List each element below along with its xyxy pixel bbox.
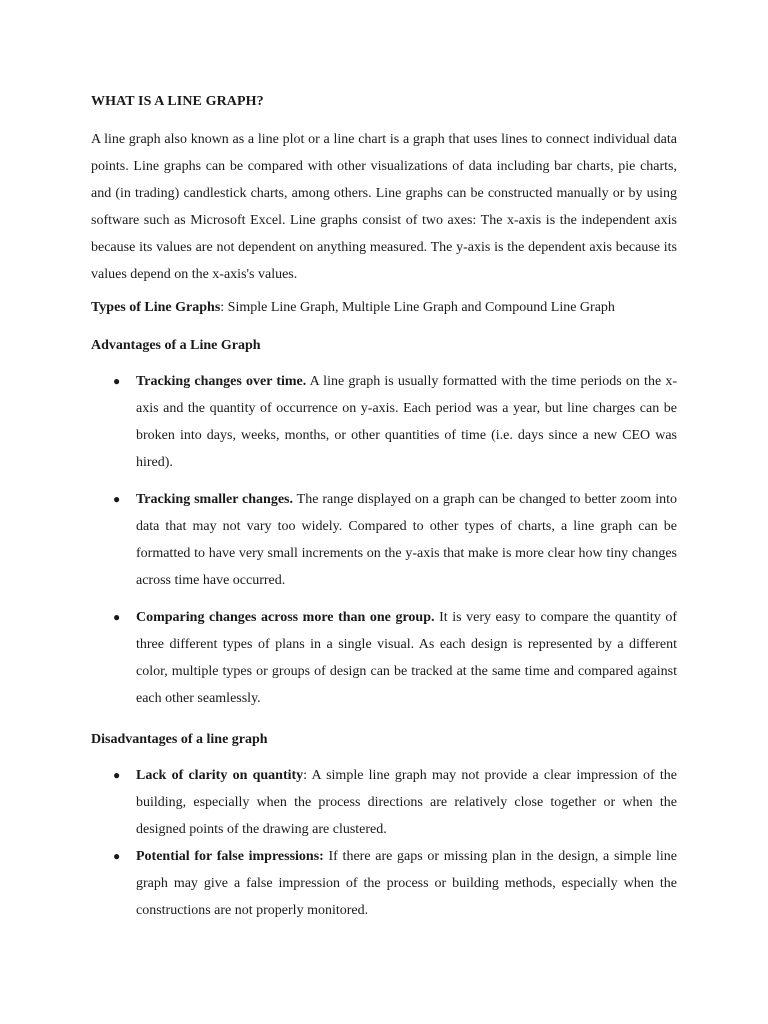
advantages-heading: Advantages of a Line Graph bbox=[91, 338, 261, 353]
list-item bbox=[91, 762, 677, 843]
advantage-text: It is very easy to compare the quantity of three different types of plans in a single visual. As each design is represented by a different color, multiple types or groups of design can be tracked at the same time and compared against each other seamlessly. bbox=[136, 610, 678, 706]
types-label: Types of Line Graphs bbox=[91, 300, 221, 315]
advantages-list bbox=[91, 368, 677, 712]
advantage-lead: Comparing changes across more than one group. bbox=[136, 610, 435, 625]
intro-paragraph: A line graph also known as a line plot or a line chart is a graph that uses lines to connect individual data points. Line graphs can be compared with other visualizations of data including bar charts, pie charts, and (in trading) candlestick charts, among others. Line graphs can be constructed manually or by using software such as Microsoft Excel. Line graphs consist of two axes: The x-axis is the independent axis because its values are not dependent on anything measured. The y-axis is the dependent axis because its values depend on the x-axis's values. bbox=[91, 132, 677, 282]
disadvantage-text: If there are gaps or missing plan in the design, a simple line graph may give a false impression of the process or building methods, especially when the constructions are not properly monitored. bbox=[136, 849, 677, 918]
bullet-icon: ● bbox=[113, 849, 121, 863]
disadvantage-lead: Potential for false impressions: bbox=[136, 849, 324, 864]
disadvantages-heading: Disadvantages of a line graph bbox=[91, 732, 268, 747]
disadvantages-list bbox=[91, 762, 677, 924]
advantage-text: The range displayed on a graph can be changed to better zoom into data that may not vary too widely. Compared to other types of charts, a line graph can be formatted to have very small increments on the y-axis that make is more clear how tiny changes across time have occurred. bbox=[136, 492, 678, 588]
advantage-lead: Tracking smaller changes. bbox=[136, 492, 294, 507]
document-body bbox=[91, 92, 677, 924]
list-item bbox=[91, 368, 677, 476]
bullet-icon: ● bbox=[113, 610, 121, 624]
advantage-lead: Tracking changes over time. bbox=[136, 374, 307, 389]
types-text: : Simple Line Graph, Multiple Line Graph and Compound Line Graph bbox=[220, 300, 615, 315]
advantage-text: A line graph is usually formatted with the time periods on the x-axis and the quantity of occurrence on y-axis. Each period was a year, but line charges can be broken into days, weeks, months, or other quantities of time (i.e. days since a new CEO was hired). bbox=[136, 374, 677, 470]
bullet-icon: ● bbox=[113, 374, 121, 388]
list-item bbox=[91, 604, 677, 712]
disadvantage-text: : A simple line graph may not provide a clear impression of the building, especially when the process directions are relatively close together or when the designed points of the drawing are clustered. bbox=[136, 768, 678, 837]
bullet-icon: ● bbox=[113, 768, 121, 782]
list-item bbox=[91, 486, 677, 594]
types-of-line-graphs bbox=[91, 298, 677, 318]
bullet-icon: ● bbox=[113, 492, 121, 506]
list-item bbox=[91, 843, 677, 924]
disadvantage-lead: Lack of clarity on quantity bbox=[136, 768, 304, 783]
page-title: WHAT IS A LINE GRAPH? bbox=[91, 94, 264, 109]
